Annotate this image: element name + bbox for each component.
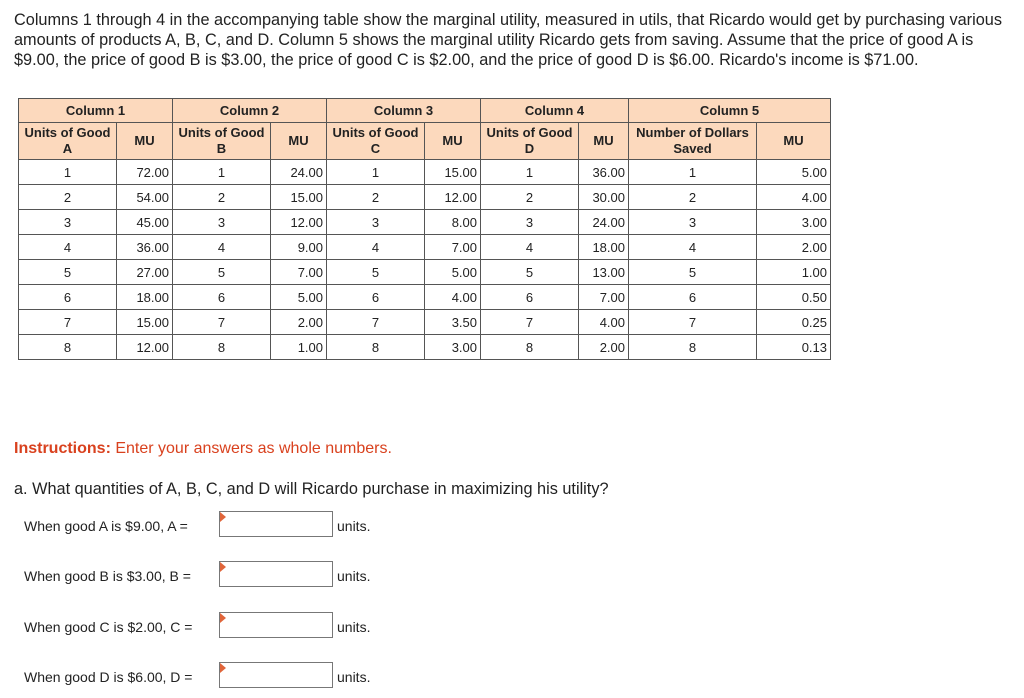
flag-icon — [220, 663, 226, 673]
mu-cell: 72.00 — [117, 160, 173, 185]
units-cell: 6 — [629, 285, 757, 310]
mu-cell: 7.00 — [579, 285, 629, 310]
units-cell: 3 — [481, 210, 579, 235]
answer-label-d: When good D is $6.00, D = — [24, 669, 193, 685]
units-cell: 7 — [629, 310, 757, 335]
units-cell: 3 — [629, 210, 757, 235]
units-cell: 4 — [629, 235, 757, 260]
answer-label-b: When good B is $3.00, B = — [24, 568, 191, 584]
mu-cell: 7.00 — [271, 260, 327, 285]
mu-saving-header: MU — [757, 123, 831, 160]
unit-label-c: units. — [337, 619, 371, 635]
dollars-saved-header: Number of Dollars Saved — [629, 123, 757, 160]
units-cell: 1 — [481, 160, 579, 185]
flag-icon — [220, 613, 226, 623]
unit-label-d: units. — [337, 669, 371, 685]
answer-input-c[interactable] — [219, 612, 333, 638]
units-cell: 5 — [327, 260, 425, 285]
mu-cell: 24.00 — [579, 210, 629, 235]
answer-label-c: When good C is $2.00, C = — [24, 619, 193, 635]
units-cell: 2 — [173, 185, 271, 210]
mu-cell: 9.00 — [271, 235, 327, 260]
units-cell: 6 — [481, 285, 579, 310]
units-cell: 3 — [19, 210, 117, 235]
table-row — [19, 310, 831, 335]
unit-label-a: units. — [337, 518, 371, 534]
intro-paragraph: Columns 1 through 4 in the accompanying table show the marginal utility, measured in utils, that Ricardo would get by purchasing various amounts of products A, B, C, and D. Column 5 shows the marginal utility Ricardo gets from saving. Assume that the price of good A is $9.00, the price of good B is $3.00, the price of good C is $2.00, and the price of good D is $6.00. Ricardo's income is $71.00. — [14, 11, 1002, 69]
units-cell: 8 — [327, 335, 425, 360]
mu-cell: 5.00 — [271, 285, 327, 310]
mu-cell: 18.00 — [579, 235, 629, 260]
units-cell: 3 — [327, 210, 425, 235]
mu-cell: 1.00 — [271, 335, 327, 360]
mu-cell: 13.00 — [579, 260, 629, 285]
mu-cell: 27.00 — [117, 260, 173, 285]
instructions-text: Enter your answers as whole numbers. — [110, 440, 392, 457]
mu-cell: 45.00 — [117, 210, 173, 235]
table-row — [19, 335, 831, 360]
units-cell: 4 — [327, 235, 425, 260]
units-cell: 1 — [629, 160, 757, 185]
mu-cell: 24.00 — [271, 160, 327, 185]
flag-icon — [220, 562, 226, 572]
mu-cell: 4.00 — [757, 185, 831, 210]
units-cell: 4 — [19, 235, 117, 260]
mu-cell: 2.00 — [757, 235, 831, 260]
column-4-header: Column 4 — [481, 99, 629, 123]
units-cell: 5 — [481, 260, 579, 285]
mu-cell: 54.00 — [117, 185, 173, 210]
mu-cell: 12.00 — [425, 185, 481, 210]
mu-cell: 3.00 — [757, 210, 831, 235]
units-cell: 7 — [327, 310, 425, 335]
units-good-d-header: Units of Good D — [481, 123, 579, 160]
question-a: a. What quantities of A, B, C, and D will Ricardo purchase in maximizing his utility? — [14, 480, 609, 498]
units-cell: 4 — [173, 235, 271, 260]
units-cell: 8 — [481, 335, 579, 360]
mu-cell: 0.50 — [757, 285, 831, 310]
mu-cell: 36.00 — [579, 160, 629, 185]
mu-cell: 18.00 — [117, 285, 173, 310]
mu-cell: 15.00 — [271, 185, 327, 210]
units-cell: 6 — [173, 285, 271, 310]
mu-cell: 12.00 — [271, 210, 327, 235]
mu-cell: 0.25 — [757, 310, 831, 335]
units-cell: 5 — [173, 260, 271, 285]
table-row — [19, 285, 831, 310]
table-row — [19, 260, 831, 285]
column-1-header: Column 1 — [19, 99, 173, 123]
mu-cell: 3.00 — [425, 335, 481, 360]
mu-cell: 4.00 — [579, 310, 629, 335]
units-cell: 1 — [19, 160, 117, 185]
units-cell: 5 — [629, 260, 757, 285]
units-cell: 2 — [327, 185, 425, 210]
units-good-a-header: Units of Good A — [19, 123, 117, 160]
table-row — [19, 235, 831, 260]
column-2-header: Column 2 — [173, 99, 327, 123]
instructions — [14, 440, 392, 458]
table-row — [19, 185, 831, 210]
answer-label-a: When good A is $9.00, A = — [24, 518, 188, 534]
mu-cell: 5.00 — [757, 160, 831, 185]
mu-cell: 8.00 — [425, 210, 481, 235]
mu-cell: 4.00 — [425, 285, 481, 310]
column-5-header: Column 5 — [629, 99, 831, 123]
units-cell: 1 — [327, 160, 425, 185]
column-3-header: Column 3 — [327, 99, 481, 123]
mu-cell: 5.00 — [425, 260, 481, 285]
answer-input-d[interactable] — [219, 662, 333, 688]
units-cell: 3 — [173, 210, 271, 235]
mu-d-header: MU — [579, 123, 629, 160]
mu-cell: 15.00 — [425, 160, 481, 185]
table-row — [19, 160, 831, 185]
units-cell: 8 — [629, 335, 757, 360]
answer-input-b[interactable] — [219, 561, 333, 587]
units-cell: 8 — [19, 335, 117, 360]
units-cell: 2 — [19, 185, 117, 210]
table-row — [19, 210, 831, 235]
units-cell: 5 — [19, 260, 117, 285]
mu-cell: 1.00 — [757, 260, 831, 285]
mu-cell: 36.00 — [117, 235, 173, 260]
mu-cell: 2.00 — [271, 310, 327, 335]
units-cell: 7 — [19, 310, 117, 335]
units-cell: 7 — [481, 310, 579, 335]
mu-a-header: MU — [117, 123, 173, 160]
units-good-c-header: Units of Good C — [327, 123, 425, 160]
unit-label-b: units. — [337, 568, 371, 584]
units-cell: 8 — [173, 335, 271, 360]
instructions-label: Instructions: — [14, 440, 111, 457]
mu-cell: 12.00 — [117, 335, 173, 360]
units-cell: 6 — [19, 285, 117, 310]
marginal-utility-table — [18, 98, 831, 360]
mu-cell: 0.13 — [757, 335, 831, 360]
units-cell: 4 — [481, 235, 579, 260]
mu-c-header: MU — [425, 123, 481, 160]
units-cell: 2 — [481, 185, 579, 210]
mu-cell: 15.00 — [117, 310, 173, 335]
flag-icon — [220, 512, 226, 522]
mu-cell: 30.00 — [579, 185, 629, 210]
mu-b-header: MU — [271, 123, 327, 160]
mu-cell: 2.00 — [579, 335, 629, 360]
mu-cell: 3.50 — [425, 310, 481, 335]
units-cell: 7 — [173, 310, 271, 335]
units-good-b-header: Units of Good B — [173, 123, 271, 160]
units-cell: 1 — [173, 160, 271, 185]
units-cell: 6 — [327, 285, 425, 310]
units-cell: 2 — [629, 185, 757, 210]
answer-input-a[interactable] — [219, 511, 333, 537]
mu-cell: 7.00 — [425, 235, 481, 260]
